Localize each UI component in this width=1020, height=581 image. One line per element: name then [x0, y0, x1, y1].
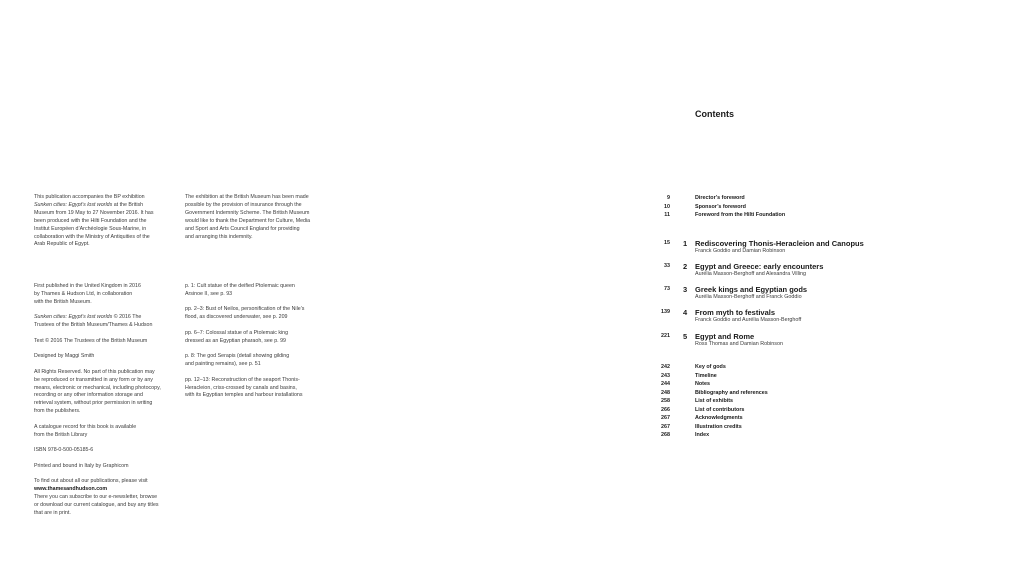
entry-title: Notes — [695, 381, 710, 387]
exhibition-note — [34, 194, 154, 249]
text-line — [34, 314, 161, 322]
contents-heading: Contents — [695, 109, 734, 119]
text-line: Trustees of the British Museum/Thames & Hudson — [34, 322, 153, 329]
toc-entry[interactable] — [630, 397, 870, 406]
text-line: collaboration with the Ministry of Antiquities of the — [34, 233, 150, 240]
text-line: and Sport and Arts Council England for providing — [185, 225, 300, 232]
toc-entry[interactable] — [630, 363, 870, 372]
chapter-authors: Franck Goddio and Damian Robinson — [695, 248, 786, 254]
text-line: or download our current catalogue, and buy any titles — [34, 501, 159, 508]
text-line: would like to thank the Department for Culture, Media — [185, 217, 311, 224]
exhibition-title: Sunken cities: Egypt’s lost worlds — [34, 201, 113, 208]
text-line: means, electronic or mechanical, including photocopy, — [34, 384, 161, 391]
entry-title: Index — [695, 432, 710, 438]
chapter-authors: Franck Goddio and Aurélia Masson-Berghoff — [695, 317, 802, 323]
toc-entry[interactable] — [630, 389, 870, 398]
chapter-number: 2 — [683, 262, 688, 271]
page-number: 267 — [661, 423, 670, 430]
toc-entry[interactable] — [630, 406, 870, 415]
toc-entry[interactable] — [630, 414, 870, 423]
chapter-number: 1 — [683, 239, 688, 248]
text-line: possible by the provision of insurance through the — [185, 201, 302, 208]
entry-title: Bibliography and references — [695, 389, 768, 396]
chapter-authors: Aurélia Masson-Berghoff and Alexandra Villing — [695, 271, 806, 277]
text-line: and arranging this indemnity. — [185, 233, 253, 240]
entry-title: List of contributors — [695, 406, 745, 413]
page-number: 267 — [661, 415, 670, 421]
isbn: ISBN 978-0-500-05185-6 — [34, 447, 94, 454]
page-number: 248 — [661, 389, 670, 396]
text-line: with its Egyptian temples and harbour installations — [185, 392, 303, 399]
toc-entry[interactable] — [630, 372, 870, 381]
entry-title: Sponsor’s foreword — [695, 203, 746, 210]
text-line: pp. 12–13: Reconstruction of the seaport Thonis- — [185, 376, 300, 383]
text-line: p. 1: Cult statue of the deified Ptolemaic queen — [185, 283, 295, 289]
entry-title: Illustration credits — [695, 423, 742, 430]
text-line: with the British Museum. — [34, 298, 92, 305]
text-line: Institut Européen d’Archéologie Sous-Marine, in — [34, 225, 147, 232]
text-line: Arsinoe II, see p. 93 — [185, 290, 233, 297]
entry-title: Key of gods — [695, 364, 726, 370]
toc-entry[interactable] — [630, 211, 870, 220]
page-number: 15 — [664, 240, 670, 246]
text-line: Designed by Maggi Smith — [34, 353, 95, 360]
text-line: from the British Library — [34, 431, 88, 438]
chapter-number: 3 — [683, 285, 688, 294]
entry-title: Foreword from the Hilti Foundation — [695, 212, 786, 218]
page-number: 11 — [664, 212, 670, 218]
text-line: A catalogue record for this book is available — [34, 423, 137, 430]
chapter-authors: Aurélia Masson-Berghoff and Franck Goddio — [695, 294, 802, 300]
page-number: 268 — [661, 432, 670, 438]
chapter-title: Rediscovering Thonis-Heracleion and Canopus — [695, 239, 864, 248]
text-line: that are in print. — [34, 509, 71, 516]
publisher-url[interactable]: www.thamesandhudson.com — [34, 486, 108, 493]
chapter-title: Egypt and Rome — [695, 332, 755, 341]
toc-entry[interactable] — [630, 194, 870, 203]
book-title: Sunken cities: Egypt’s lost worlds — [34, 314, 113, 321]
chapter-number: 4 — [683, 308, 688, 317]
text-line: Museum from 19 May to 27 November 2016. It has — [34, 209, 154, 216]
text-line: There you can subscribe to our e-newsletter, browse — [34, 493, 158, 500]
page-number: 139 — [661, 309, 670, 315]
page-number: 221 — [661, 333, 670, 339]
toc-entry[interactable] — [630, 431, 870, 440]
text-line: First published in the United Kingdom in 2016 — [34, 283, 141, 289]
entry-title: List of exhibits — [695, 398, 734, 404]
toc-entry[interactable] — [630, 423, 870, 432]
chapter-title: Greek kings and Egyptian gods — [695, 285, 808, 294]
entry-title: Timeline — [695, 372, 717, 379]
page-number: 9 — [667, 195, 670, 201]
page-number: 10 — [664, 203, 670, 210]
imprint-block — [34, 283, 161, 518]
text-line — [34, 202, 154, 210]
entry-title: Acknowledgments — [695, 415, 743, 421]
text-line: The exhibition at the British Museum has been made — [185, 194, 309, 200]
text-fragment: at the British — [112, 201, 144, 208]
chapter-title: Egypt and Greece: early encounters — [695, 262, 824, 271]
text-line: by Thames & Hudson Ltd, in collaboration — [34, 290, 133, 297]
chapter-title: From myth to festivals — [695, 308, 776, 317]
toc-entry[interactable] — [630, 380, 870, 389]
text-line: been produced with the Hilti Foundation and the — [34, 217, 147, 224]
text-line: dressed as an Egyptian pharaoh, see p. 99 — [185, 337, 287, 344]
text-line: pp. 6–7: Colossal statue of a Ptolemaic king — [185, 329, 289, 336]
text-line: retrieval system, without prior permission in writing — [34, 400, 153, 407]
page-number: 243 — [661, 372, 670, 379]
text-line: This publication accompanies the BP exhibition — [34, 194, 145, 200]
entry-title: Director’s foreword — [695, 195, 745, 201]
toc-entry[interactable] — [630, 203, 870, 212]
chapter-authors: Ross Thomas and Damian Robinson — [695, 341, 783, 347]
text-fragment: © 2016 The — [112, 314, 142, 321]
page-number: 33 — [664, 263, 670, 269]
text-line: and painting remains), see p. 51 — [185, 361, 261, 368]
page-number: 73 — [664, 286, 670, 292]
text-line: All Rights Reserved. No part of this publication may — [34, 368, 155, 375]
text-line: Government Indemnity Scheme. The British Museum — [185, 209, 310, 216]
front-matter-list — [630, 194, 870, 220]
page-number: 258 — [661, 398, 670, 404]
page-number: 266 — [661, 406, 670, 413]
text-line: p. 8: The god Serapis (detail showing gilding — [185, 353, 290, 360]
text-line: Arab Republic of Egypt. — [34, 241, 90, 248]
text-line: flood, as discovered underwater, see p. 209 — [185, 314, 288, 321]
page-number: 244 — [661, 381, 670, 387]
page-number: 242 — [661, 364, 670, 370]
text-line: be reproduced or transmitted in any form or by any — [34, 376, 153, 383]
text-line: Text © 2016 The Trustees of the British Museum — [34, 337, 148, 344]
text-line: recording or any other information storage and — [34, 392, 143, 399]
text-line: To find out about all our publications, please visit — [34, 478, 148, 485]
text-line: pp. 2–3: Bust of Neilos, personification of the Nile’s — [185, 306, 305, 313]
text-line: from the publishers. — [34, 408, 81, 415]
back-matter-list — [630, 363, 870, 440]
text-line: Heracleion, criss-crossed by canals and basins, — [185, 384, 297, 391]
indemnity-note — [185, 194, 310, 241]
text-line: Printed and bound in Italy by Graphicom — [34, 462, 129, 469]
picture-captions — [185, 283, 304, 400]
chapter-number: 5 — [683, 332, 688, 341]
